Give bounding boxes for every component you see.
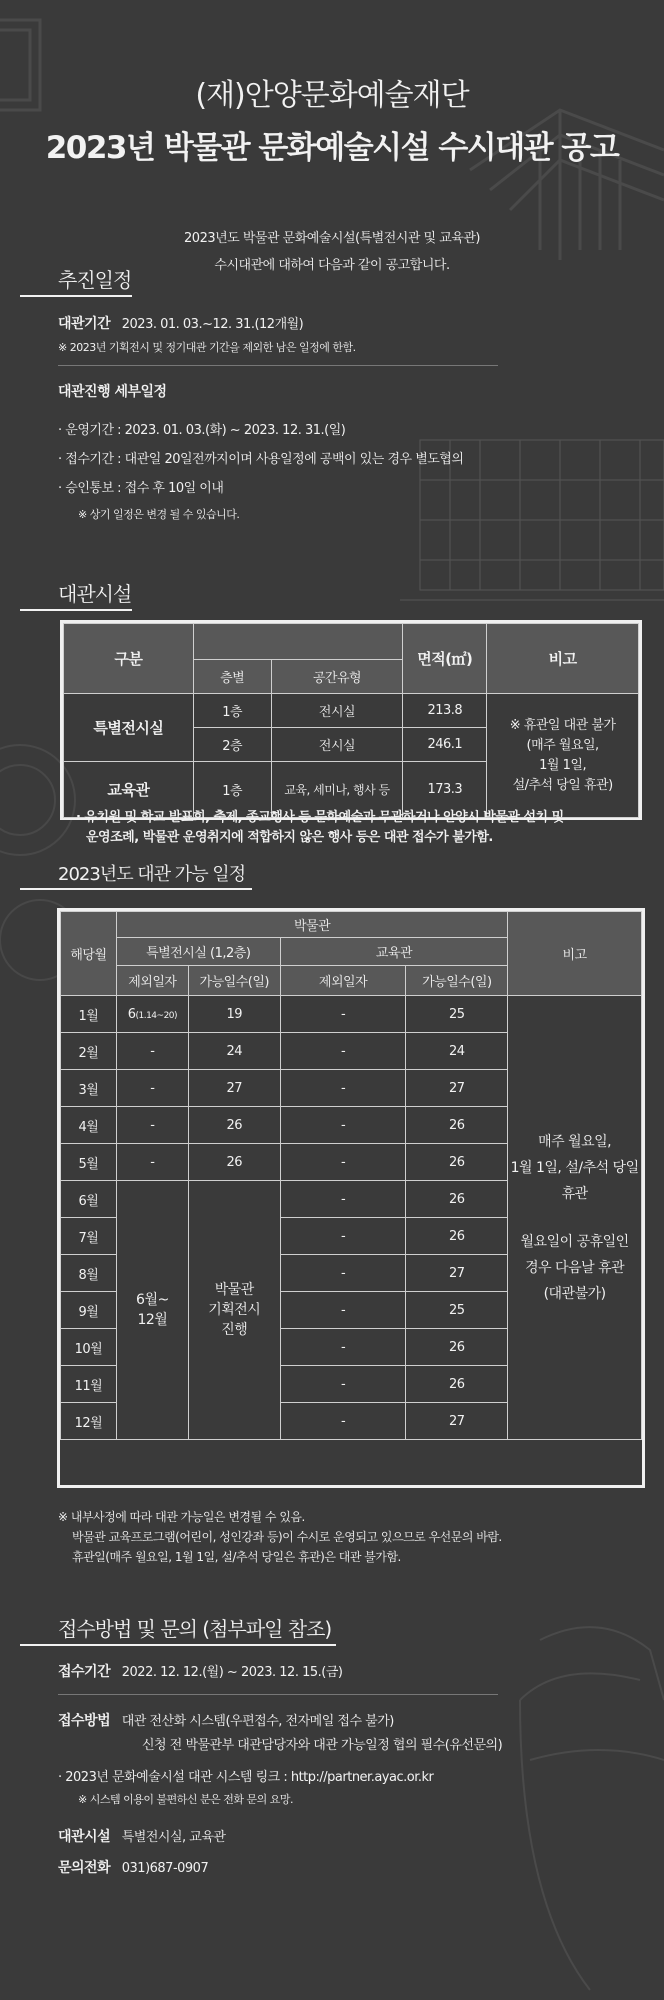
rental-facility-value: 특별전시실, 교육관: [121, 1830, 226, 1845]
detail-schedule-title: 대관진행 세부일정: [58, 384, 167, 400]
edu-available-cell: 24: [406, 1033, 508, 1070]
note-line: ※ 휴관일 대관 불가: [509, 717, 616, 733]
month-cell: 8월: [61, 1255, 117, 1292]
restriction-line: · 유치원 및 학교 발표회, 축제, 종교행사 등 문화예술과 무관하거나 안양시 박물관 설치 및: [76, 810, 564, 825]
section-title-application: [0, 1613, 440, 1642]
availability-note-cell: [508, 996, 642, 1440]
contact: [58, 1857, 208, 1877]
header-excluded: 제외일자: [280, 966, 406, 996]
schedule-change-note: ※ 상기 일정은 변경 될 수 있습니다.: [78, 508, 240, 521]
edu-available-cell: 25: [406, 996, 508, 1033]
edu-available-cell: 26: [406, 1181, 508, 1218]
intro-line: 수시대관에 대하여 다음과 같이 공고합니다.: [214, 258, 450, 273]
month-cell: 5월: [61, 1144, 117, 1181]
edu-available-cell: 26: [406, 1366, 508, 1403]
header: [0, 0, 664, 279]
edu-excluded-cell: -: [280, 1218, 406, 1255]
rental-facility-label: 대관시설: [58, 1829, 111, 1845]
section-title-text: 대관시설: [58, 582, 132, 606]
section-title-text: 추진일정: [58, 268, 132, 292]
edu-excluded-cell: -: [280, 1366, 406, 1403]
detail-schedule: [58, 381, 463, 522]
available-cell: 24: [188, 1033, 280, 1070]
page-title: 2023년 박물관 문화예술시설 수시대관 공고: [45, 130, 619, 166]
month-cell: 11월: [61, 1366, 117, 1403]
header-area: 면적(㎡): [403, 624, 487, 694]
note-line: 휴관: [561, 1185, 588, 1202]
edu-excluded-cell: -: [280, 1329, 406, 1366]
edu-excluded-cell: -: [280, 1107, 406, 1144]
contact-phone[interactable]: 031)687-0907: [121, 1861, 209, 1876]
space-cell: 전시실: [271, 694, 403, 728]
month-cell: 1월: [61, 996, 117, 1033]
section-title-text: 2023년도 대관 가능 일정: [58, 864, 246, 885]
excluded-cell: [116, 996, 188, 1033]
category-cell: 교육관: [64, 762, 194, 818]
edu-available-cell: 26: [406, 1144, 508, 1181]
note-line: (대관불가): [543, 1285, 606, 1302]
header-floor: 층별: [193, 660, 271, 694]
list-item: · 운영기간 : 2023. 01. 03.(화) ~ 2023. 12. 31.(일): [58, 423, 346, 438]
floor-cell: 1층: [193, 694, 271, 728]
rental-period-value: 2023. 01. 03.~12. 31.(12개월): [121, 317, 304, 332]
area-cell: 173.3: [403, 762, 487, 818]
area-cell: 213.8: [403, 694, 487, 728]
restriction-line: 운영조례, 박물관 운영취지에 적합하지 않은 행사 등은 대관 접수가 불가함.: [86, 830, 493, 845]
category-cell: 특별전시실: [64, 694, 194, 762]
application-period-value: 2022. 12. 12.(월) ~ 2023. 12. 15.(금): [121, 1665, 343, 1680]
month-cell: 10월: [61, 1329, 117, 1366]
merged-line: 기획전시: [208, 1302, 261, 1318]
footnote: ※ 내부사정에 따라 대관 가능일은 변경될 수 있음.: [58, 1510, 305, 1524]
merged-available-cell: [188, 1181, 280, 1440]
merged-line: 12월: [137, 1312, 168, 1328]
edu-excluded-cell: -: [280, 1403, 406, 1440]
excluded-range: (1.14~20): [135, 1010, 178, 1021]
merged-line: 6월~: [136, 1292, 169, 1308]
month-cell: 6월: [61, 1181, 117, 1218]
section-title-facilities: [0, 578, 420, 607]
excluded-cell: -: [116, 1070, 188, 1107]
note-line: 1월 1일, 설/추석 당일: [510, 1159, 639, 1176]
edu-available-cell: 27: [406, 1255, 508, 1292]
edu-available-cell: 26: [406, 1329, 508, 1366]
month-cell: 3월: [61, 1070, 117, 1107]
section-underline: [20, 1644, 336, 1646]
system-link-note: ※ 시스템 이용이 불편하신 분은 전화 문의 요망.: [78, 1793, 293, 1806]
section-title-text: 접수방법 및 문의 (첨부파일 참조): [58, 1617, 332, 1641]
footnote: 박물관 교육프로그램(어린이, 성인강좌 등)이 수시로 운영되고 있으므로 우선문의 바람.: [72, 1530, 502, 1544]
note-line: (매주 월요일,: [526, 737, 599, 753]
list-item: · 승인통보 : 접수 후 10일 이내: [58, 481, 224, 496]
note-line: 1월 1일,: [539, 757, 587, 773]
system-link-text[interactable]: · 2023년 문화예술시설 대관 시스템 링크 : http://partner.ayac.or.kr: [58, 1770, 434, 1785]
edu-excluded-cell: -: [280, 1144, 406, 1181]
edu-excluded-cell: -: [280, 1292, 406, 1329]
space-cell: 교육, 세미나, 행사 등: [271, 762, 403, 818]
intro-line: 2023년도 박물관 문화예술시설(특별전시관 및 교육관): [184, 231, 480, 246]
availability-footnotes: [58, 1507, 502, 1567]
floor-cell: 2층: [193, 728, 271, 762]
month-cell: 7월: [61, 1218, 117, 1255]
merged-line: 진행: [221, 1322, 248, 1338]
table-row: [64, 694, 639, 728]
area-cell: 246.1: [403, 728, 487, 762]
detail-schedule-list: [58, 419, 463, 496]
excluded-cell: -: [116, 1033, 188, 1070]
section-underline: [20, 609, 132, 611]
merged-excluded-cell: [116, 1181, 188, 1440]
list-item: · 접수기간 : 대관일 20일전까지이며 사용일정에 공백이 있는 경우 별도협의: [58, 452, 464, 467]
edu-excluded-cell: -: [280, 1033, 406, 1070]
edu-available-cell: 25: [406, 1292, 508, 1329]
divider: [58, 1694, 498, 1695]
footnote: 휴관일(매주 월요일, 1월 1일, 설/추석 당일은 휴관)은 대관 불가함.: [72, 1550, 401, 1564]
availability-table: [60, 911, 642, 1440]
header-note: 비고: [487, 624, 639, 694]
available-cell: 19: [188, 996, 280, 1033]
month-cell: 2월: [61, 1033, 117, 1070]
header-available: 가능일수(일): [406, 966, 508, 996]
application-method: [58, 1709, 502, 1758]
application-period-label: 접수기간: [58, 1664, 111, 1680]
month-cell: 12월: [61, 1403, 117, 1440]
facility-note-cell: [487, 694, 639, 818]
section-underline: [20, 888, 252, 890]
header-special-hall: 특별전시실 (1,2층): [116, 938, 280, 966]
header-available: 가능일수(일): [188, 966, 280, 996]
header-category: 구분: [64, 624, 194, 694]
floor-cell: 1층: [193, 762, 271, 818]
available-cell: 27: [188, 1070, 280, 1107]
contact-label: 문의전화: [58, 1860, 111, 1876]
application-method-value: 대관 전산화 시스템(우편접수, 전자메일 접수 불가): [121, 1714, 394, 1729]
month-cell: 9월: [61, 1292, 117, 1329]
rental-period-note: ※ 2023년 기획전시 및 정기대관 기간을 제외한 남은 일정에 한함.: [58, 341, 356, 354]
edu-excluded-cell: -: [280, 1070, 406, 1107]
application-period: [58, 1661, 342, 1681]
note-line: 설/추석 당일 휴관): [512, 777, 613, 793]
rental-period: [58, 313, 356, 355]
edu-excluded-cell: -: [280, 1181, 406, 1218]
header-month: 해당월: [61, 912, 117, 996]
application-method-value: 신청 전 박물관부 대관담당자와 대관 가능일정 협의 필수(유선문의): [142, 1738, 503, 1753]
divider: [58, 365, 498, 366]
rental-period-label: 대관기간: [58, 316, 111, 332]
available-cell: 26: [188, 1107, 280, 1144]
header-blank: [193, 624, 403, 660]
edu-available-cell: 26: [406, 1218, 508, 1255]
section-title-schedule: [0, 264, 420, 293]
application-method-label: 접수방법: [58, 1713, 111, 1729]
excluded-cell: -: [116, 1107, 188, 1144]
space-cell: 전시실: [271, 728, 403, 762]
edu-available-cell: 27: [406, 1403, 508, 1440]
edu-excluded-cell: -: [280, 1255, 406, 1292]
restriction-notice: [76, 808, 564, 848]
header-note: 비고: [508, 912, 642, 996]
note-line: 경우 다음날 휴관: [525, 1259, 625, 1276]
table-row: [61, 996, 642, 1033]
header-edu-hall: 교육관: [280, 938, 508, 966]
header-museum: 박물관: [116, 912, 507, 938]
note-line: 월요일이 공휴일인: [520, 1233, 629, 1250]
excluded-value: 6: [127, 1006, 136, 1022]
org-title: (재)안양문화예술재단: [195, 78, 469, 113]
system-link: [58, 1767, 433, 1811]
rental-facility: [58, 1826, 225, 1846]
section-title-availability: [0, 860, 420, 886]
edu-available-cell: 27: [406, 1070, 508, 1107]
merged-line: 박물관: [214, 1282, 254, 1298]
available-cell: 26: [188, 1144, 280, 1181]
edu-excluded-cell: -: [280, 996, 406, 1033]
month-cell: 4월: [61, 1107, 117, 1144]
edu-available-cell: 26: [406, 1107, 508, 1144]
header-excluded: 제외일자: [116, 966, 188, 996]
section-underline: [20, 295, 132, 297]
facility-table: [63, 623, 639, 818]
note-line: 매주 월요일,: [538, 1133, 612, 1150]
excluded-cell: -: [116, 1144, 188, 1181]
note-spacer: [508, 1207, 641, 1229]
header-space-type: 공간유형: [271, 660, 403, 694]
